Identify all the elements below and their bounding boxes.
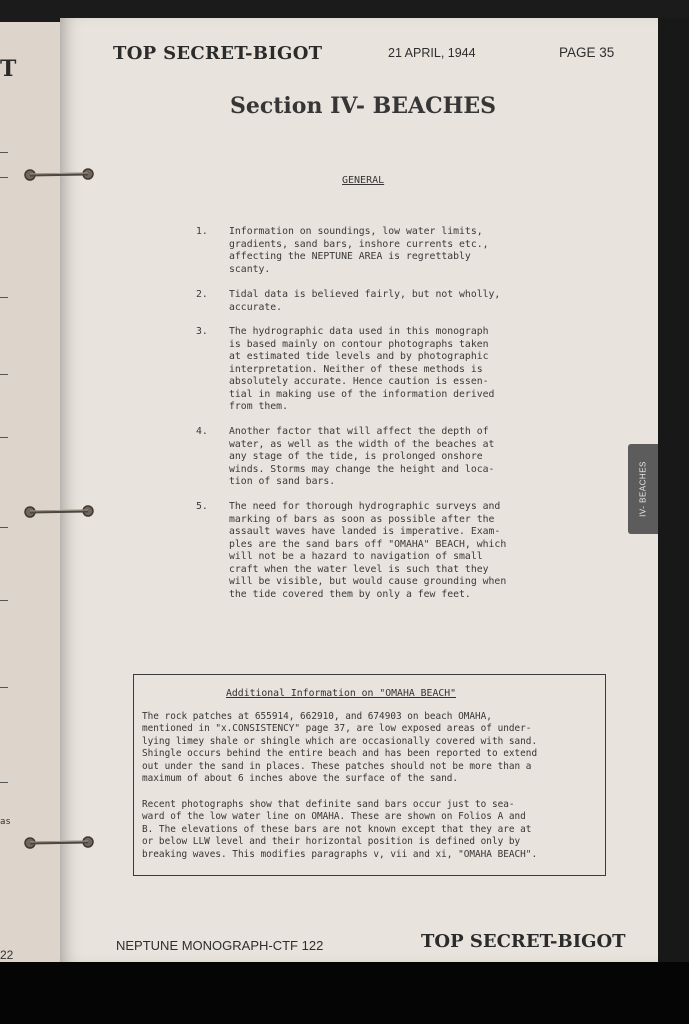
paragraph-number: 1. xyxy=(196,226,208,237)
left-page-edge-char: T xyxy=(0,56,17,82)
paragraph-text: The hydrographic data used in this monograph is based mainly on contour photographs taken at estimated tide levels and by photographic interpretation. Neither of these methods is absolutely accurate. Hence caution is essen- tial in making use of the information derived from them. xyxy=(229,326,495,412)
left-page-tick xyxy=(0,297,8,298)
footer-monograph: NEPTUNE MONOGRAPH-CTF 122 xyxy=(116,938,324,953)
binder-ring-icon xyxy=(22,836,96,850)
additional-info-paragraph: The rock patches at 655914, 662910, and 674903 on beach OMAHA, mentioned in "x.CONSISTENCY" page 37, are low exposed areas of under- lying limey shale or shingle which are occasionally covered with sand. Shingle occurs behind the entire beach and has been reported to extend out under the sand in places. These patches should not be more than a maximum of about 6 inches above the surface of the sand. xyxy=(142,711,538,785)
binder-ring-icon xyxy=(22,505,96,519)
left-page-number: 22 xyxy=(0,948,14,962)
scan-background-right xyxy=(658,18,689,962)
additional-info-title: Additional Information on "OMAHA BEACH" xyxy=(226,688,457,699)
left-page-edge xyxy=(0,22,61,962)
paragraph-number: 4. xyxy=(196,426,208,437)
paragraph-number: 2. xyxy=(196,289,208,300)
footer-classification: TOP SECRET-BIGOT xyxy=(421,931,626,952)
left-page-tick xyxy=(0,527,8,528)
paragraph-number: 3. xyxy=(196,326,208,337)
section-title: Section IV- BEACHES xyxy=(229,93,497,119)
left-page-tick xyxy=(0,374,8,375)
left-page-tick xyxy=(0,600,8,601)
section-tab-label: IV- BEACHES xyxy=(638,461,648,517)
additional-info-paragraph: Recent photographs show that definite sand bars occur just to sea- ward of the low water line on OMAHA. These are shown on Folios A and B. The elevations of these bars are not known except that they are at or below LLW level and their horizontal position is defined only by breaking waves. This modifies paragraphs v, vii and xi, "OMAHA BEACH". xyxy=(142,799,538,860)
paragraph-text: Tidal data is believed fairly, but not wholly, accurate. xyxy=(229,289,501,313)
left-page-tick xyxy=(0,437,8,438)
header-classification: TOP SECRET-BIGOT xyxy=(113,43,323,64)
paragraph-text: Information on soundings, low water limits, gradients, sand bars, inshore currents etc., affecting the NEPTUNE AREA is regrettably scanty. xyxy=(229,226,489,275)
left-page-tick xyxy=(0,687,8,688)
header-date: 21 APRIL, 1944 xyxy=(388,46,476,60)
additional-info-box xyxy=(133,674,606,876)
paragraph-text: The need for thorough hydrographic surveys and marking of bars as soon as possible after the assault waves have landed is imperative. Exam- ples are the sand bars off "OMAHA" BEACH, which will not be a hazard to navigation of small craft when the water level is such that they will be visible, but would cause grounding when the tide covered them by only a few feet. xyxy=(229,501,507,600)
scan-background-bottom xyxy=(0,962,689,1024)
paragraph-number: 5. xyxy=(196,501,208,512)
section-tab xyxy=(628,444,658,534)
paragraph-text: Another factor that will affect the depth of water, as well as the width of the beaches at any stage of the tide, is prolonged onshore winds. Storms may change the height and loca- tion of sand bars. xyxy=(229,426,495,487)
left-page-tick xyxy=(0,177,8,178)
left-page-tick xyxy=(0,782,8,783)
header-page-number: PAGE 35 xyxy=(559,45,615,60)
left-page-edge-text: as xyxy=(0,817,11,827)
general-heading: GENERAL xyxy=(342,175,385,186)
binder-ring-icon xyxy=(22,168,96,182)
left-page-tick xyxy=(0,152,8,153)
